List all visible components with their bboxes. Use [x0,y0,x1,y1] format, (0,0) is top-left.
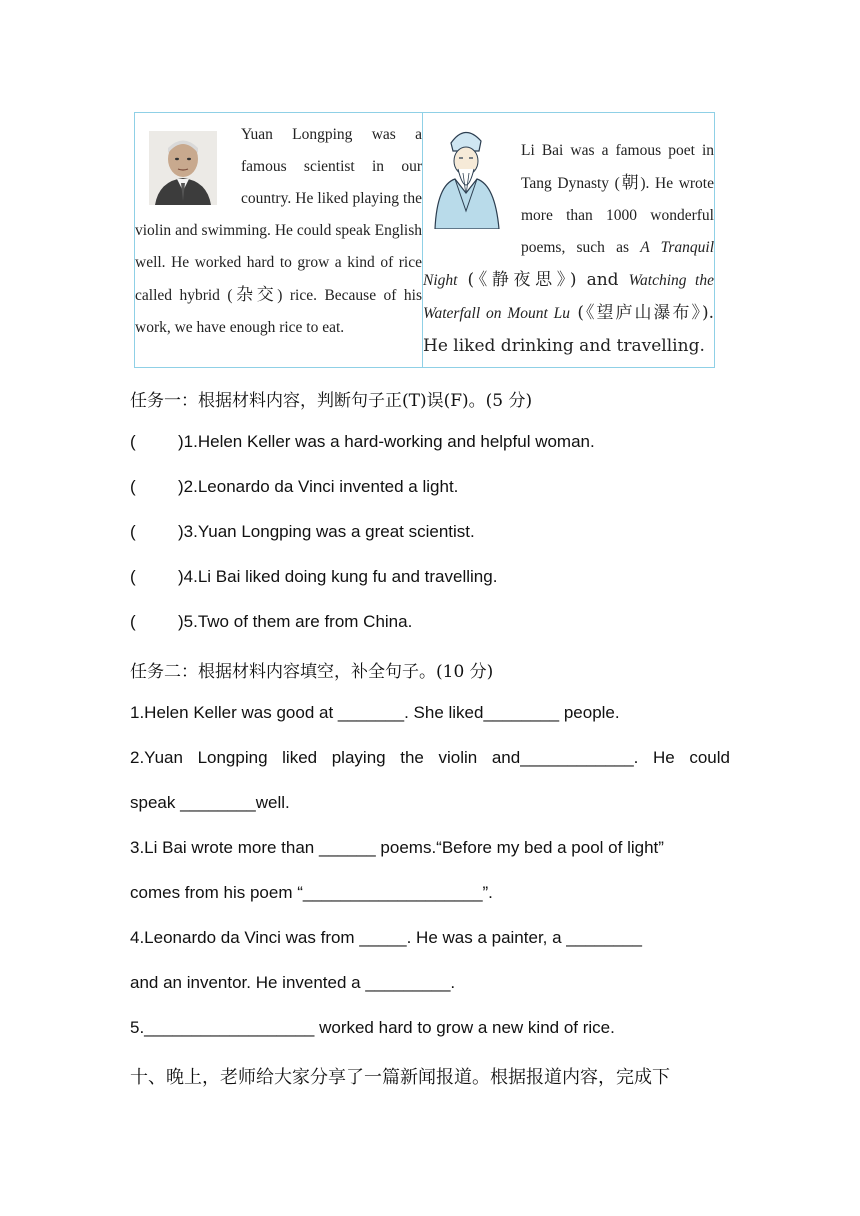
task1-item-1 [130,432,595,452]
li-text-dynasty-cn: 朝 [619,173,641,193]
yuan-text-part1: Yuan Longping was a famous scientist in our country. He liked playing the violin and swimming. He could speak English well. He worked hard to grow a kind of rice called hybrid ( [135,126,422,304]
answer-bracket[interactable]: ( [130,432,136,451]
li-poem1-cn: (《静夜思》) and [457,270,629,290]
task1-item-3 [130,522,475,542]
task1-title: 任务一：根据材料内容，判断句子正(T)误(F)。(5 分) [130,391,533,411]
answer-bracket[interactable]: ( [130,612,136,631]
yuan-longping-panel [135,113,423,367]
li-text-part2: ). He wrote more than 1000 wonderful poems, such as [521,175,714,256]
task2-question-2-line2: speak ________well. [130,793,290,812]
task2-question-3-line1: 3.Li Bai wrote more than ______ poems.“Before my bed a pool of light” [130,838,664,857]
answer-bracket[interactable]: ( [130,522,136,541]
li-text-part1: Li Bai was a famous poet in Tang Dynasty ( [521,142,714,192]
task1-statement: )2.Leonardo da Vinci invented a light. [178,477,459,496]
task2-question-1: 1.Helen Keller was good at _______. She liked________ people. [130,703,620,722]
task2-question-2-line1: 2.Yuan Longping liked playing the violin and____________. He could [130,748,730,767]
task1-statement: )4.Li Bai liked doing kung fu and travelling. [178,567,498,586]
task1-statement: )3.Yuan Longping was a great scientist. [178,522,475,541]
yuan-longping-portrait [149,131,217,205]
reading-material [134,112,715,368]
li-poem1-title: A Tranquil Night [423,239,714,289]
task2-title: 任务二：根据材料内容填空，补全句子。(10 分) [130,662,494,682]
answer-bracket[interactable]: ( [130,477,136,496]
task2-question-3-line2: comes from his poem “___________________”. [130,883,493,902]
li-bai-portrait [425,121,507,229]
section-10-title: 十、晚上，老师给大家分享了一篇新闻报道。根据报道内容，完成下 [130,1067,670,1088]
task2-question-4-line1: 4.Leonardo da Vinci was from _____. He was a painter, a ________ [130,928,642,947]
li-bai-panel [423,113,714,367]
task1-statement: )5.Two of them are from China. [178,612,413,631]
yuan-text-hybrid-cn: 杂交 [232,285,278,305]
task1-item-4 [130,567,497,587]
li-poem2-cn: (《望庐山瀑布》). He liked drinking and travelling. [423,303,714,356]
task2-question-4-line2: and an inventor. He invented a _________. [130,973,456,992]
task1-item-2 [130,477,458,497]
answer-bracket[interactable]: ( [130,567,136,586]
li-poem2-title: Watching the Waterfall on Mount Lu [423,272,714,322]
task2-question-5: 5.__________________ worked hard to grow a new kind of rice. [130,1018,615,1037]
task1-item-5 [130,612,412,632]
task1-statement: )1.Helen Keller was a hard-working and helpful woman. [178,432,595,451]
yuan-text-part2: ) rice. Because of his work, we have enough rice to eat. [135,287,422,336]
